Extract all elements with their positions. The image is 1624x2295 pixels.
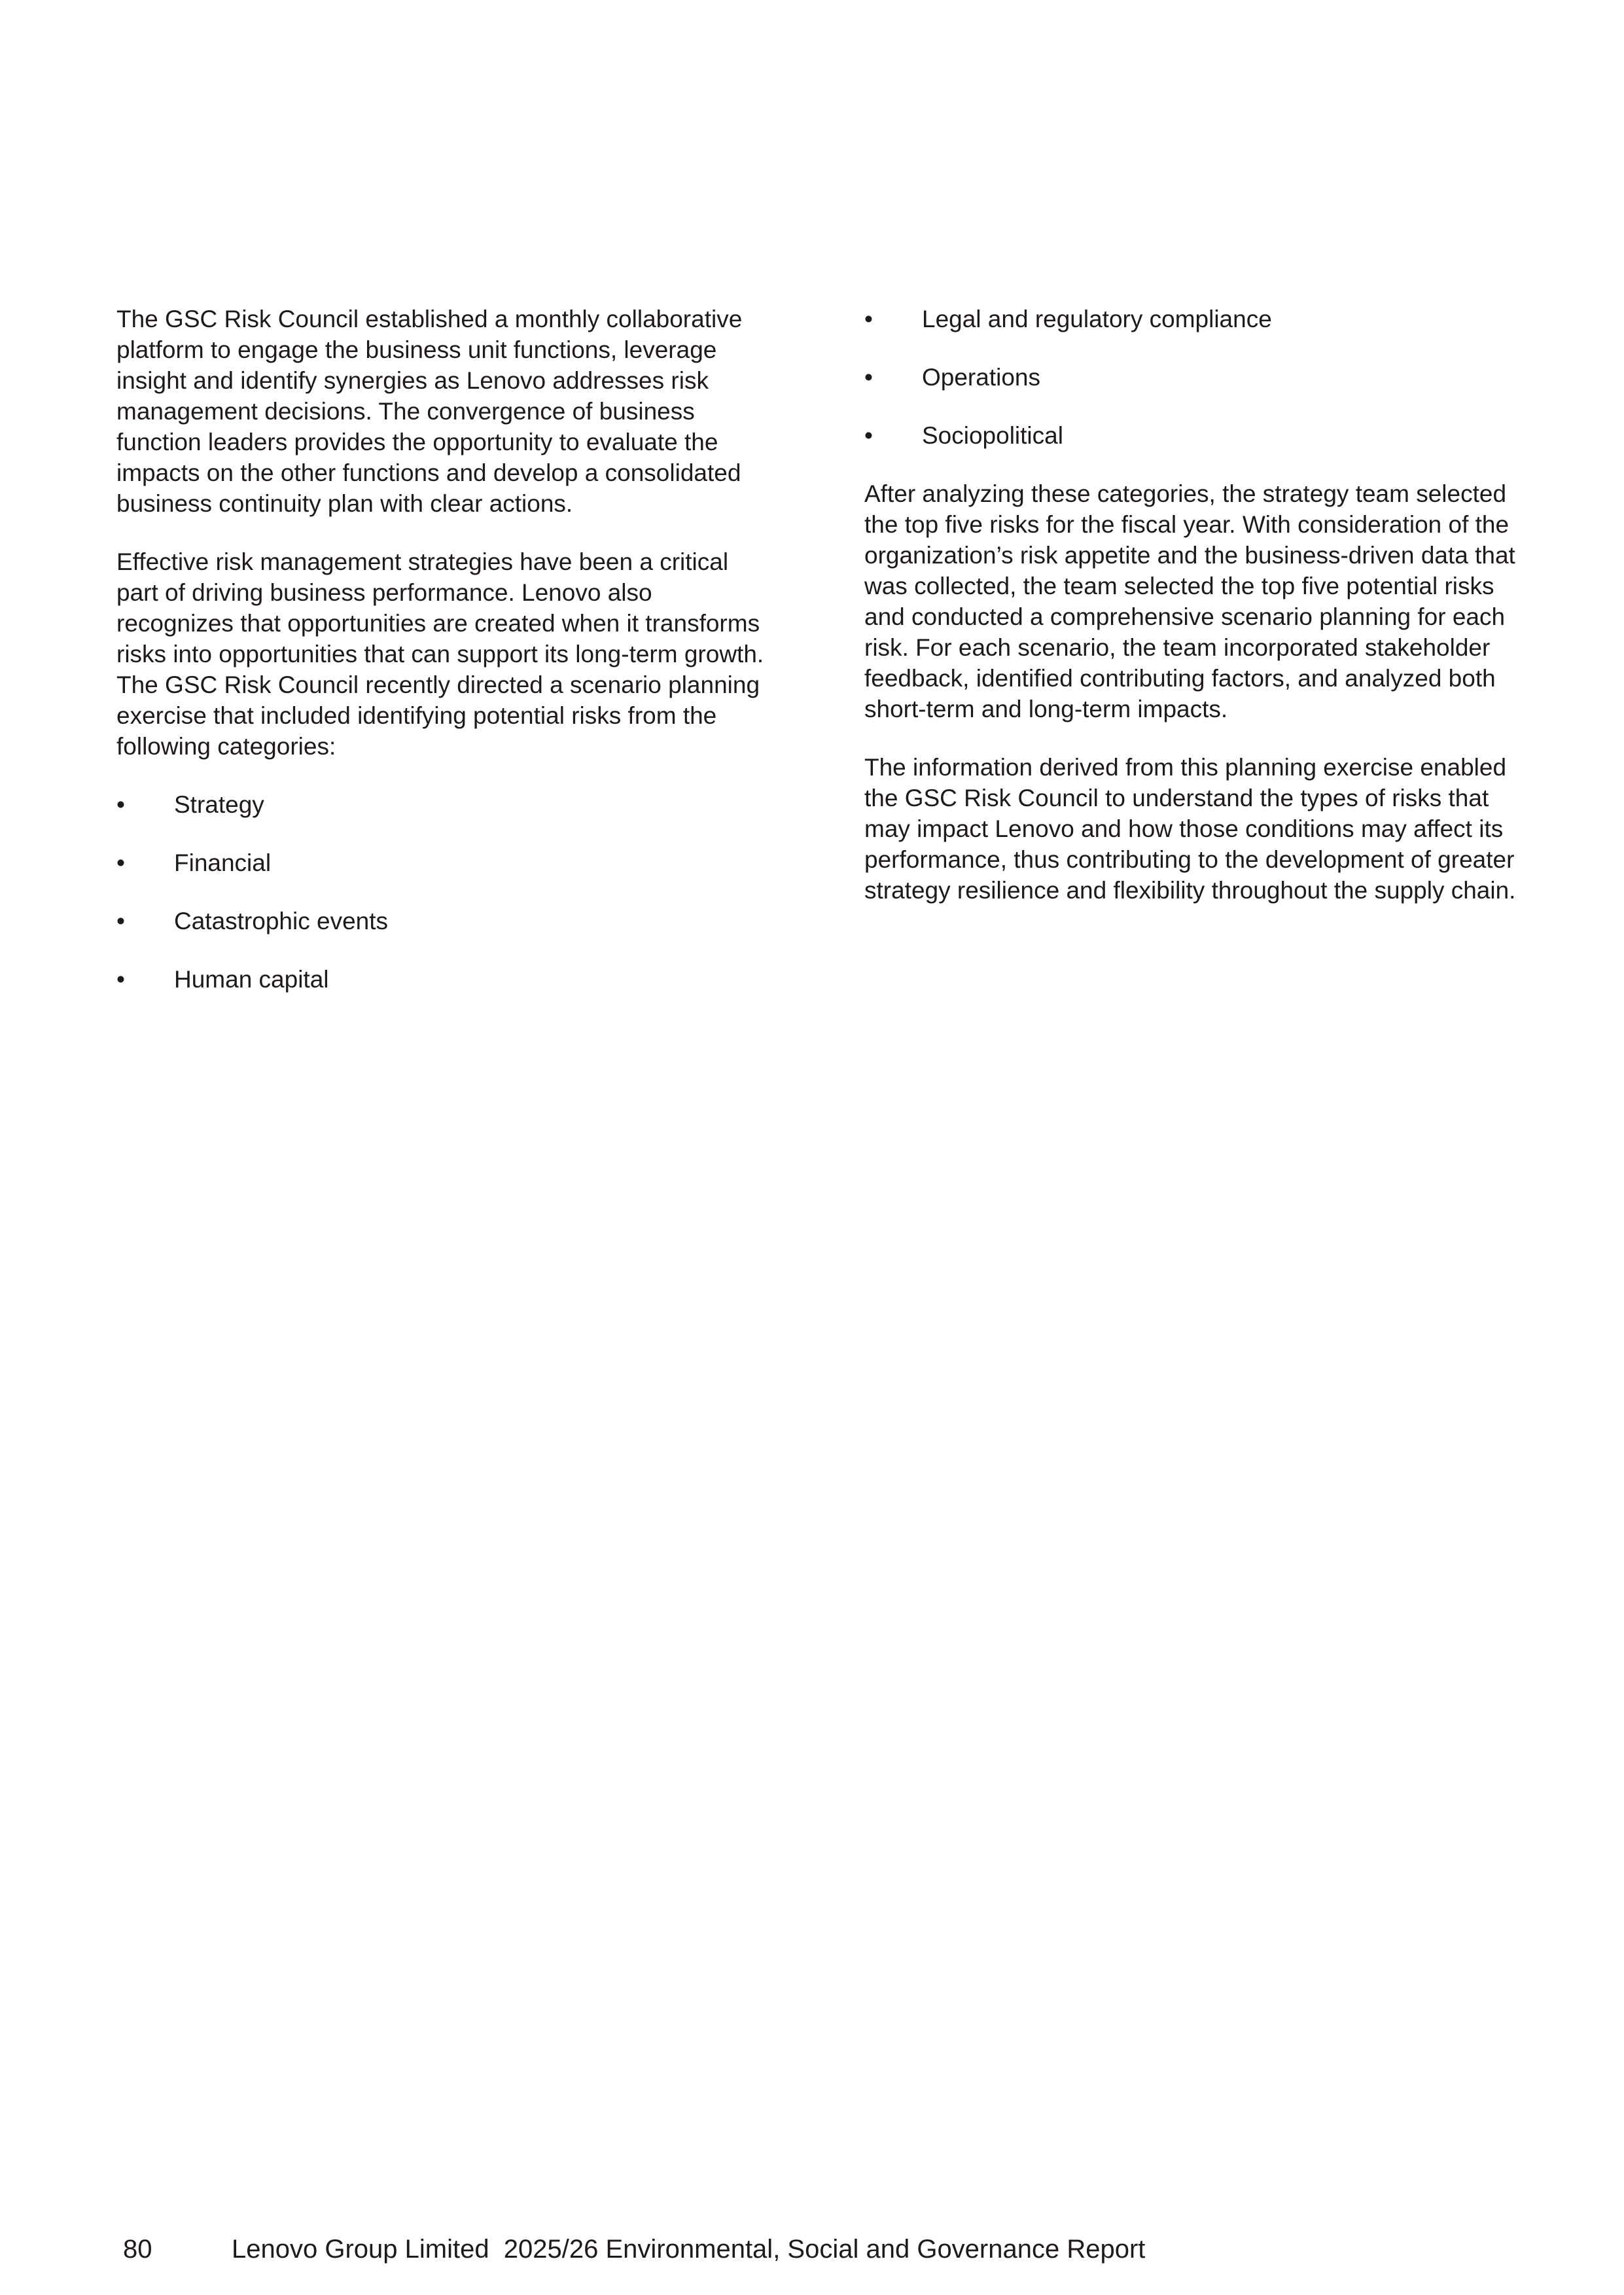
page-footer [123,2233,1145,2266]
list-item-label: Legal and regulatory compliance [922,306,1272,332]
body-paragraph: The information derived from this planning exercise enabled the GSC Risk Council to understand the types of risks that may impact Lenovo and how those conditions may affect its performance, thus contributing to the development of greater strategy resilience and flexibility throughout the supply chain. [864,754,1516,904]
body-paragraph: The GSC Risk Council established a monthly collaborative platform to engage the business unit functions, leverage insight and identify synergies as Lenovo addresses risk management decisions. The convergence of business function leaders provides the opportunity to evaluate the impacts on the other functions and develop a consolidated business continuity plan with clear actions. [116,306,743,517]
list-item [864,304,1522,334]
report-title: Lenovo Group Limited 2025/26 Environmental, Social and Governance Report [232,2235,1146,2264]
list-item-label: Catastrophic events [174,908,389,934]
body-paragraph: After analyzing these categories, the strategy team selected the top five risks for the fiscal year. With consideration of the organization’s risk appetite and the business-driven data that was collected, the team selected the top five potential risks and conducted a comprehensive scenario planning for each risk. For each scenario, the team incorporated stakeholder feedback, identified contributing factors, and analyzed both short-term and long-term impacts. [864,480,1515,722]
body-paragraph: Effective risk management strategies have been a critical part of driving business performance. Lenovo also recognizes that opportunities are created when it transforms risks into opportunities that can support its long-term growth. The GSC Risk Council recently directed a scenario planning exercise that included identifying potential risks from the following categories: [116,548,764,760]
list-item-label: Strategy [174,791,264,818]
list-item-label: Financial [174,849,272,876]
bullet-point: • [116,791,125,818]
bullet-point: • [116,849,125,876]
list-item [864,362,1522,393]
right-column [864,304,1522,933]
left-column [116,304,774,1022]
list-item [116,964,774,995]
list-item-label: Human capital [174,966,329,993]
list-item [116,847,774,878]
list-item [864,420,1522,451]
list-item-label: Operations [922,364,1040,391]
risk-category-list [116,789,774,995]
bullet-point: • [116,966,125,993]
list-item [116,906,774,936]
bullet-point: • [864,364,873,391]
bullet-point: • [864,306,873,332]
page-number: 80 [123,2235,152,2264]
bullet-point: • [864,422,873,449]
list-item-label: Sociopolitical [922,422,1063,449]
risk-category-list-continued [864,304,1522,451]
bullet-point: • [116,908,125,934]
list-item [116,789,774,820]
